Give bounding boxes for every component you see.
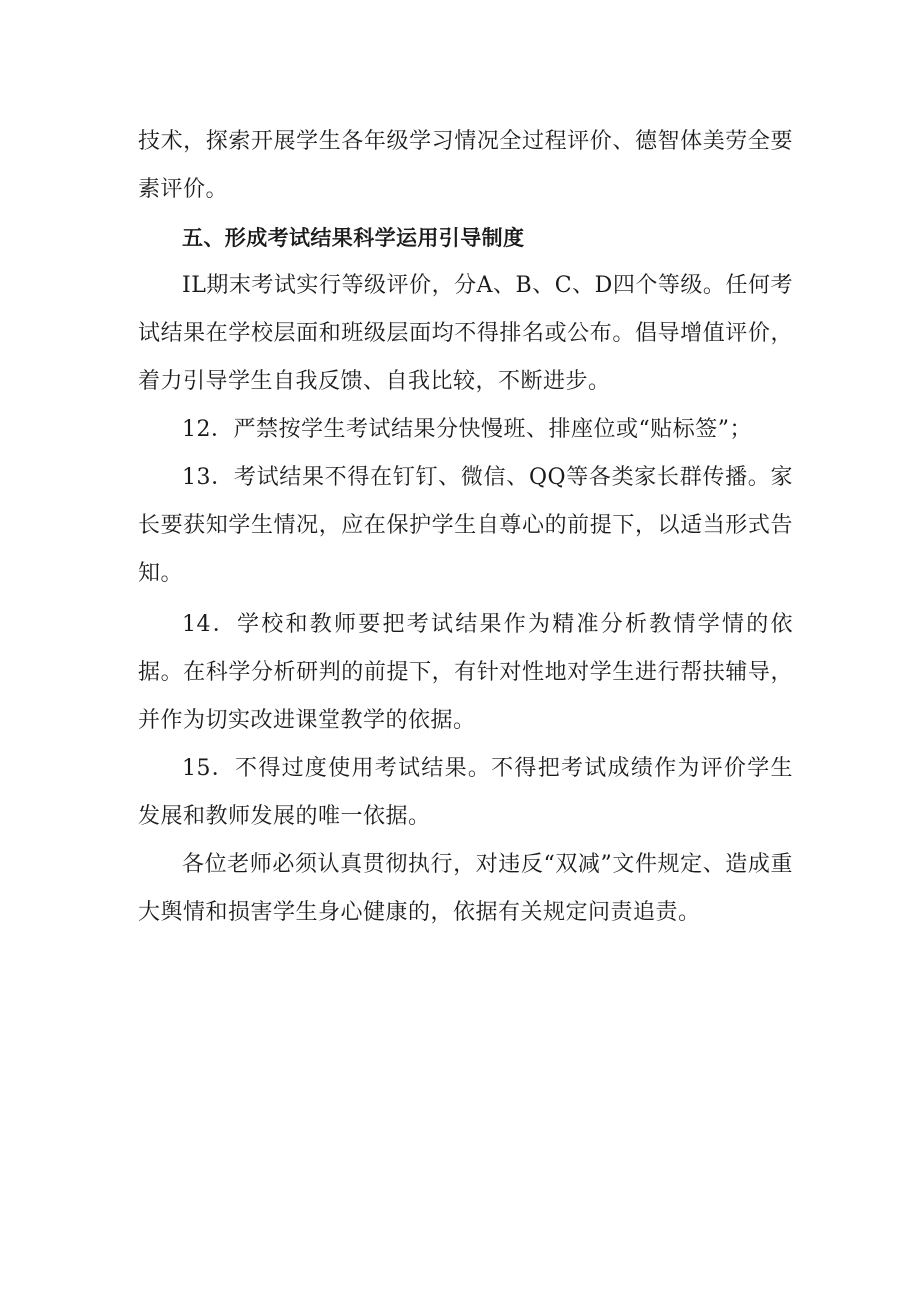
paragraph-item-13-no-group-sharing: 13．考试结果不得在钉钉、微信、QQ等各类家长群传播。家长要获知学生情况，应在保护学生自尊心的前提下，以适当形式告知。 bbox=[138, 465, 793, 586]
paragraph-item-11-grading: IL期末考试实行等级评价，分A、B、C、D四个等级。任何考试结果在学校层面和班级层面均不得排名或公布。倡导增值评价，着力引导学生自我反馈、自我比较，不断进步。 bbox=[138, 273, 793, 394]
paragraph-item-12-no-labeling: 12．严禁按学生考试结果分快慢班、排座位或“贴标签”； bbox=[182, 417, 752, 442]
paragraph-evaluation-continuation: 技术，探索开展学生各年级学习情况全过程评价、德智体美劳全要素评价。 bbox=[138, 129, 793, 202]
paragraph-closing-accountability: 各位老师必须认真贯彻执行，对违反“双减”文件规定、造成重大舆情和损害学生身心健康的，依据有关规定问责追责。 bbox=[138, 852, 793, 925]
document-body bbox=[138, 118, 793, 937]
paragraph-item-14-analysis-basis: 14．学校和教师要把考试结果作为精准分析教情学情的依据。在科学分析研判的前提下，有针对性地对学生进行帮扶辅导，并作为切实改进课堂教学的依据。 bbox=[138, 612, 793, 733]
paragraph-item-15-no-overuse: 15．不得过度使用考试结果。不得把考试成绩作为评价学生发展和教师发展的唯一依据。 bbox=[138, 756, 793, 829]
section-heading-five: 五、形成考试结果科学运用引导制度 bbox=[182, 226, 525, 250]
